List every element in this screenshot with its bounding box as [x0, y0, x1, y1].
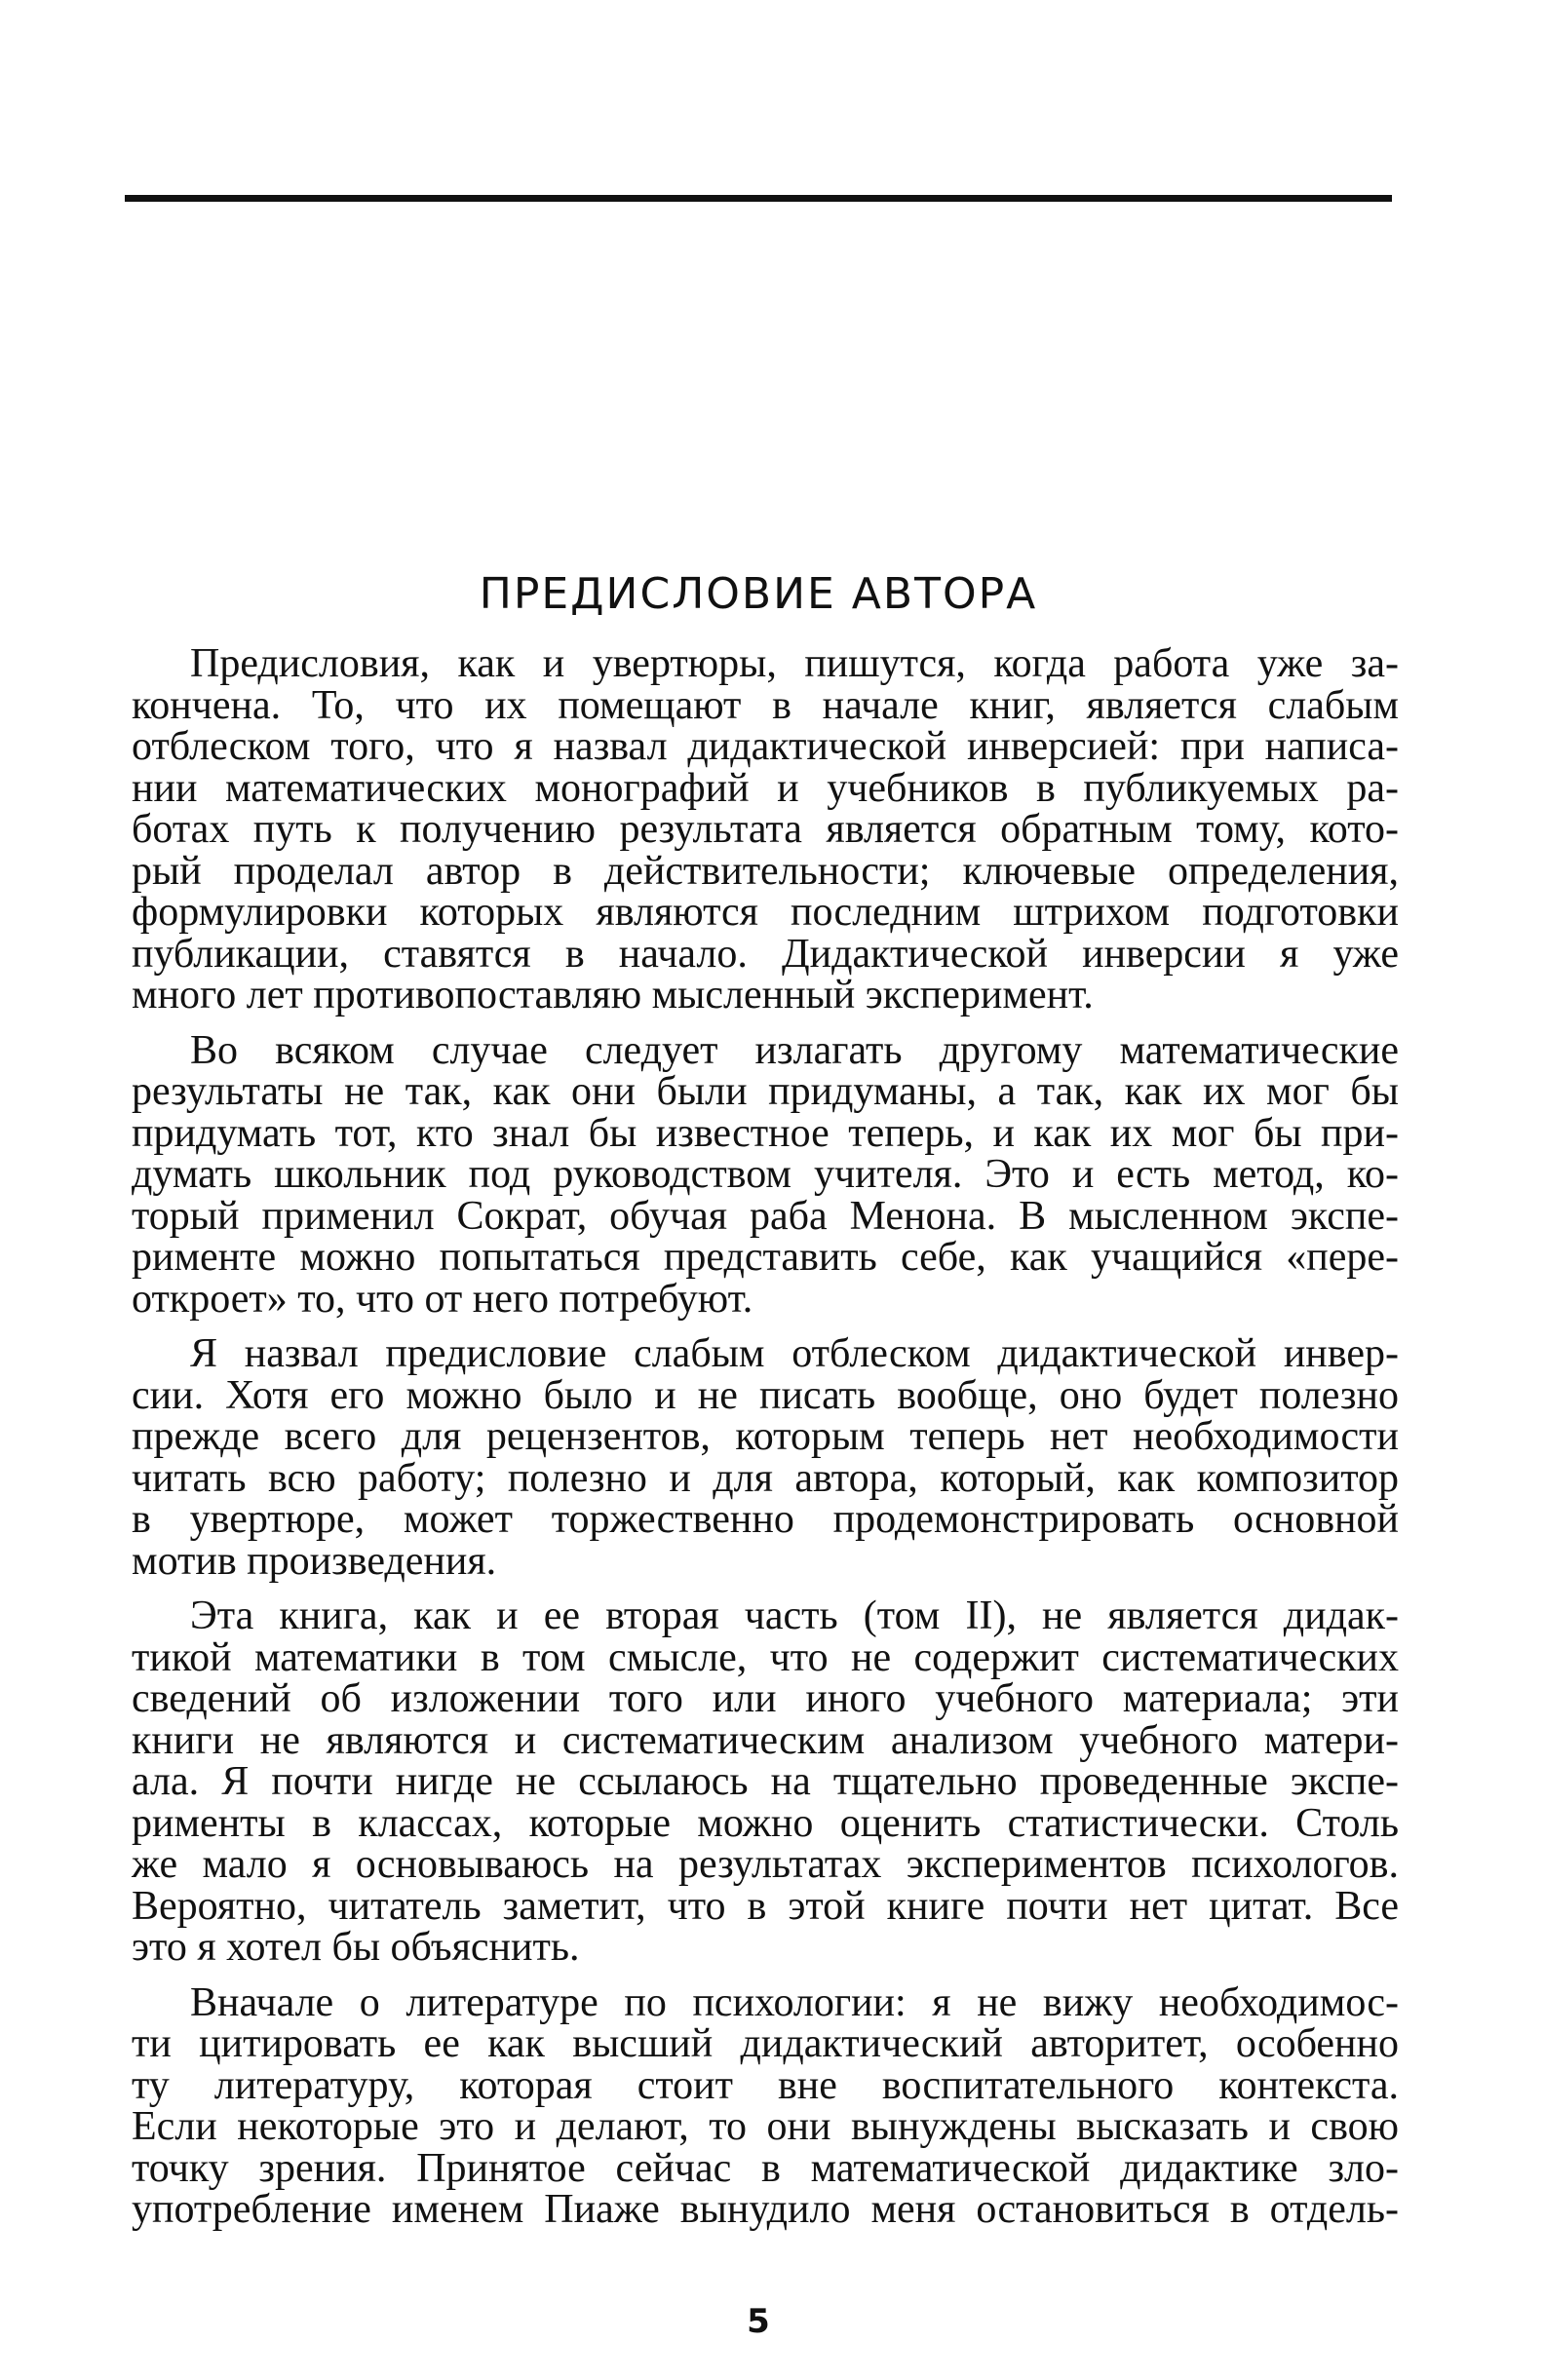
text-line: же мало я основываюсь на результатах экспериментов психологов.: [132, 1842, 1399, 1887]
text-line: публикации, ставятся в начало. Дидактической инверсии я уже: [132, 931, 1399, 977]
text-line: много лет противопоставляю мысленный эксперимент.: [132, 973, 1094, 1017]
text-line: книги не являются и систематическим анализом учебного матери-: [132, 1717, 1399, 1763]
text-line: Если некоторые это и делают, то они вынуждены высказать и свою: [132, 2104, 1399, 2149]
text-line: думать школьник под руководством учителя. Это и есть метод, ко-: [132, 1152, 1399, 1197]
text-line: Во всяком случае следует излагать другому математические: [190, 1027, 1399, 1073]
text-line: Эта книга, как и ее вторая часть (том II), не является дидак-: [190, 1593, 1399, 1638]
text-line: ботах путь к получению результата является обратным тому, кото-: [132, 807, 1399, 852]
text-line: Вначале о литературе по психологии: я не вижу необходимос-: [190, 1979, 1399, 2025]
page-title: ПРЕДИСЛОВИЕ АВТОРА: [479, 569, 1038, 619]
text-line: Вероятно, читатель заметит, что в этой книге почти нет цитат. Все: [132, 1883, 1399, 1929]
paragraph-3: [132, 1333, 1399, 1582]
text-line: мотив произведения.: [132, 1538, 497, 1584]
text-line: Я назвал предисловие слабым отблеском дидактической инвер-: [190, 1331, 1399, 1376]
text-line: употребление именем Пиаже вынудило меня остановиться в отдель-: [132, 2187, 1399, 2232]
text-line: кончена. То, что их помещают в начале книг, является слабым: [132, 682, 1399, 728]
paragraph-5: [132, 1979, 1399, 2232]
text-line: рименте можно попытаться представить себе, как учащийся «пере-: [132, 1235, 1399, 1280]
text-line: ти цитировать ее как высший дидактический авторитет, особенно: [132, 2021, 1399, 2066]
text-line: это я хотел бы объяснить.: [132, 1925, 580, 1970]
text-line: ала. Я почти нигде не ссылаюсь на тщательно проведенные экспе-: [132, 1759, 1399, 1804]
body-text: [132, 643, 1399, 2245]
paragraph-2: [132, 1027, 1399, 1322]
text-line: тикой математики в том смысле, что не содержит систематических: [132, 1634, 1399, 1680]
paragraph-1: [132, 643, 1399, 1017]
top-rule: [125, 195, 1392, 202]
text-line: формулировки которых являются последним штрихом подготовки: [132, 890, 1399, 935]
text-line: ту литературу, которая стоит вне воспитательного контекста.: [132, 2062, 1399, 2108]
text-line: придумать тот, кто знал бы известное теперь, и как их мог бы при-: [132, 1110, 1399, 1156]
text-line: рый проделал автор в действительности; ключевые определения,: [132, 848, 1399, 894]
text-line: Предисловия, как и увертюры, пишутся, когда работа уже за-: [190, 641, 1399, 686]
text-line: сии. Хотя его можно было и не писать вообще, оно будет полезно: [132, 1372, 1399, 1418]
text-line: рименты в классах, которые можно оценить статистически. Столь: [132, 1800, 1399, 1846]
text-line: сведений об изложении того или иного учебного материала; эти: [132, 1676, 1399, 1721]
text-line: точку зрения. Принятое сейчас в математической дидактике зло-: [132, 2145, 1399, 2191]
text-line: читать всю работу; полезно и для автора, который, как композитор: [132, 1455, 1399, 1501]
paragraph-4: [132, 1595, 1399, 1969]
text-line: торый применил Сократ, обучая раба Менона. В мысленном экспе-: [132, 1193, 1399, 1239]
text-line: отблеском того, что я назвал дидактической инверсией: при написа-: [132, 724, 1399, 769]
text-line: результаты не так, как они были придуманы, а так, как их мог бы: [132, 1069, 1399, 1114]
text-line: прежде всего для рецензентов, которым теперь нет необходимости: [132, 1414, 1399, 1459]
text-line: нии математических монографий и учебников в публикуемых ра-: [132, 765, 1399, 811]
text-line: откроет» то, что от него потребуют.: [132, 1276, 753, 1322]
page-number: 5: [747, 2302, 770, 2341]
text-line: в увертюре, может торжественно продемонстрировать основной: [132, 1497, 1399, 1542]
